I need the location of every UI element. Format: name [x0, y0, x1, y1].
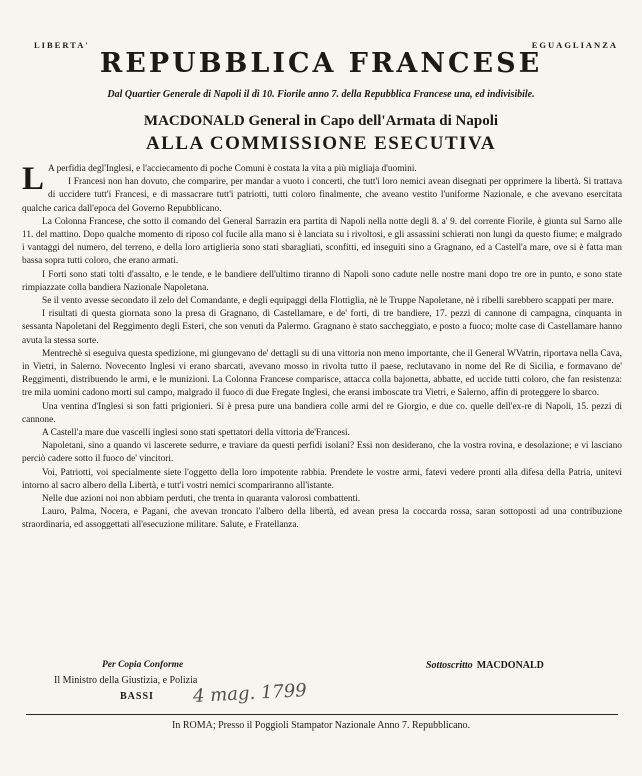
body-paragraph: I Forti sono stati tolti d'assalto, e le tende, e le bandiere dell'ultimo tiranno di Napoli sono cadute nelle nostre mani dopo tre ore in punto, e sono state rimpiazzate colla bandiera Nazionale Napoletana. — [22, 269, 622, 293]
body-paragraph: Una ventina d'Inglesi si son fatti prigionieri. Si è presa pure una bandiera colle armi del re Giorgio, e due co. quelle dell'ex-re di Napoli, 15. pezzi di cannone. — [22, 401, 622, 425]
author-heading: MACDONALD General in Capo dell'Armata di Napoli — [143, 113, 499, 129]
body-paragraph: I risultati di questa giornata sono la presa di Gragnano, di Castellamare, e de' forti, di tre bandiere, 17. pezzi di cannone di campagna, cinquanta in sessanta Napoletani del Reggimento degli Esteri, che son venuti da Palermo. Gragnano è stato saccheggiato, e posto a fuoco; molte case di Castellamare hanno avuta la stessa sorte. — [22, 309, 622, 346]
footer-divider — [26, 714, 618, 715]
body-paragraph: Se il vento avesse secondato il zelo del Comandante, e degli equipaggi della Flottiglia, nè le Truppe Napoletane, nè i ribelli sarebbero scappati per mare. — [42, 296, 614, 307]
handwritten-date: 4 mag. 1799 — [192, 680, 308, 707]
per-copia-conforme: Per Copia Conforme — [102, 660, 184, 670]
body-paragraph: Lauro, Palma, Nocera, e Pagani, che avevan troncato l'albero della libertà, ed avean presa la coccarda rossa, saran sottoposti ad una contribuzione straordinaria, ed assoggettati all'esecuzione militare. Salute, e Fratellanza. — [22, 507, 622, 531]
printer-imprint: In ROMA; Presso il Poggioli Stampator Nazionale Anno 7. Repubblicano. — [171, 720, 471, 731]
drop-cap: L — [22, 163, 45, 197]
page-title: REPUBBLICA FRANCESE — [99, 48, 543, 79]
body-paragraph: I Francesi non han dovuto, che comparire, per mandar a vuoto i concerti, che tutt'i loro nemici avean disegnati per opprimere la libertà. Si trattava di uccidere tutt'i Francesi, e di massacrare tutt'i patriotti, tutti coloro finalmente, che aveano vestito l'uniforme Nazionale, e che avevano esercitata qualche carica dall'epoca del Governo Repubblicano. — [22, 177, 622, 214]
proclamation-body — [22, 163, 622, 533]
minister-title: Il Ministro della Giustizia, e Polizia — [54, 675, 198, 686]
body-paragraph: A Castell'a mare due vascelli inglesi sono stati spettatori della vittoria de'Francesi. — [42, 428, 350, 439]
body-paragraph: Mentrechè si eseguiva questa spedizione, mi giungevano de' dettagli su di una vittoria non meno importante, che il General WVatrin, riportava nella Cava, in Vietri, in Salerno. Novecento Inglesi vi erano sbarcati, avevano mosso in rivolta tutto il paese, reclutavano in nome del Re di Sicilia, e formavano de' Reggimenti, distribuendo le armi, e le munizioni. La Colonna Francese comparisce, attacca colla bajonetta, abbatte, ed uccide tutti coloro, che fan resistenza: tre mila uomini cadono morti sul campo, malgrado il fuoco di due Fregate Inglesi, che eransi imboscate tra Vietri, e Salerno, affin di proteggere lo sbarco. — [22, 348, 622, 399]
addressee-heading: ALLA COMMISSIONE ESECUTIVA — [145, 133, 497, 154]
body-paragraph: La Colonna Francese, che sotto il comando del General Sarrazin era partita di Napoli nella notte degli 8. a' 9. del corrente Fiorile, è giunta sul Sarno alle 11. del mattino. Dopo qualche momento di riposo col fucile alla mano si è lanciata su i rivoltosi, e gli assassini schierati non lungi da questo fiume; e malgrado i vantaggi del numero, del terreno, e della loro artiglieria sono stati sbaragliati, sconfitti, ed inseguiti sino a Gragnano, ed a Castell'a mare, ove si è fatta man bassa sopra tutti coloro, che erano armati. — [22, 216, 622, 267]
body-paragraph: Voi, Patriotti, voi specialmente siete l'oggetto della loro impotente rabbia. Prendete le vostre armi, fatevi vedere pronti alla difesa della Patria, unitevi intorno al sacro albero della Libertà, e tutt'i vostri nemici scompariranno all'istante. — [22, 467, 622, 491]
signature-block — [426, 660, 544, 671]
minister-name: BASSI — [120, 691, 154, 702]
motto-liberta: LIBERTA' — [34, 40, 90, 50]
paragraph-text: A perfidia degl'Inglesi, e l'acciecamento di poche Comuni è costata la vita a più migliaja d'uomini. — [48, 164, 417, 174]
body-paragraph: Nelle due azioni noi non abbiam perduti, che trenta in quaranta valorosi combattenti. — [42, 494, 361, 505]
signer-name: MACDONALD — [476, 660, 544, 671]
motto-eguaglianza: EGUAGLIANZA — [531, 40, 618, 50]
body-paragraph: Napoletani, sino a quando vi lascerete sedurre, e traviare da questi perfidi isolani? Essi non desiderano, che la vostra rovina, e desolazione; e vi lasciano perciò cadere sotto il fuoco de' vincitori. — [22, 441, 622, 465]
dateline: Dal Quartier Generale di Napoli il dì 10. Fiorile anno 7. della Repubblica Francese una, ed indivisibile. — [107, 89, 535, 100]
sottoscritto-label: Sottoscritto — [426, 660, 473, 671]
